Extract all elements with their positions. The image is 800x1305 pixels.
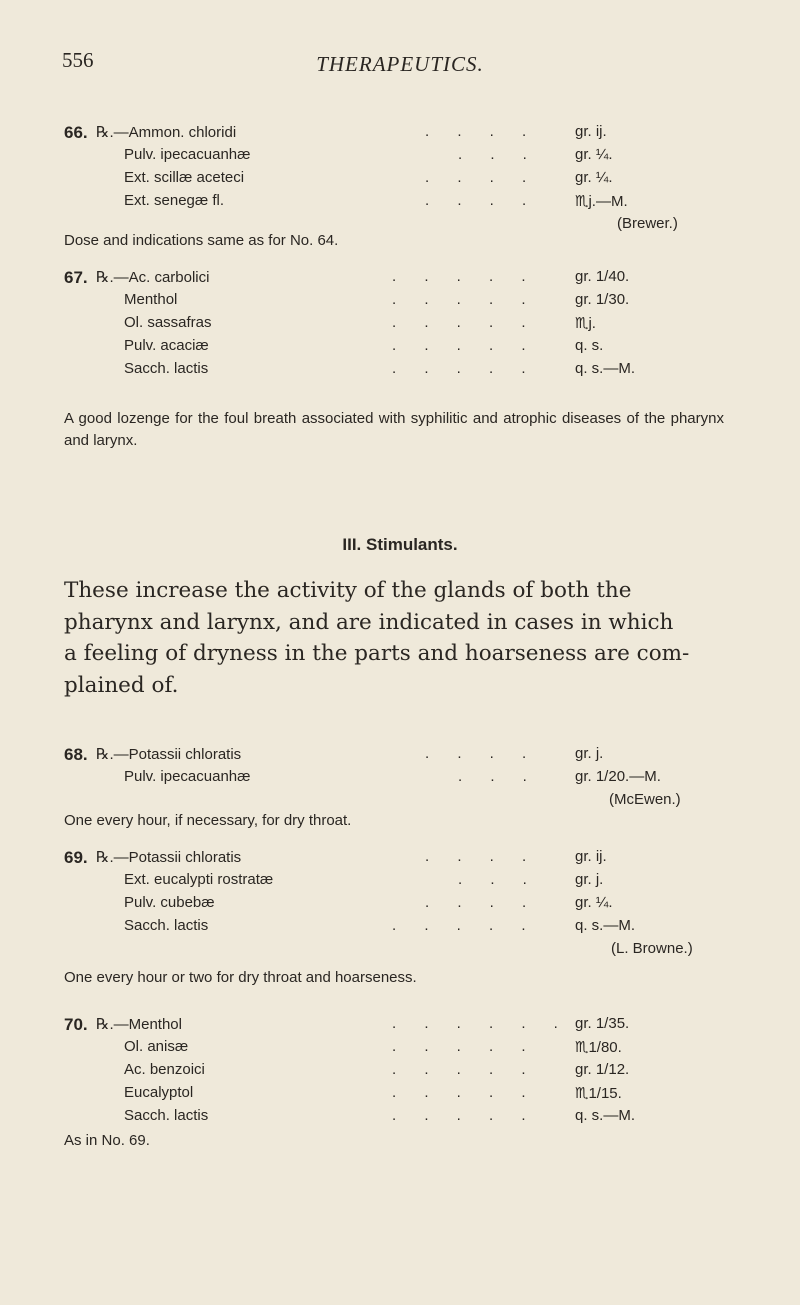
ingredient: Ext. senegæ fl. xyxy=(124,192,225,209)
recipe-69: 69. ℞.—Potassii chloratis . . . . gr. ij. Ext. eucalypti rostratæ . . . gr. j. Pulv. cubebæ . . . . gr. ¼. Sacch. lactis . . . . . q. s.—M. (L. Browne.) One every hour or two for dry throat and hoarseness. xyxy=(64,848,693,986)
lozenge-note: A good lozenge for the foul breath associated with syphilitic and atrophic diseases of the pharynx and larynx. xyxy=(64,410,724,449)
ingredient: Ol. sassafras xyxy=(124,314,212,331)
recipe-source: (L. Browne.) xyxy=(611,940,693,957)
ingredient: Ext. scillæ aceteci xyxy=(124,169,245,186)
quantity: gr. j. xyxy=(575,871,604,888)
quantity: ♏j.—M. xyxy=(575,193,628,210)
ingredient: Pulv. acaciæ xyxy=(124,337,209,354)
quantity: gr. ij. xyxy=(575,848,607,865)
quantity: gr. 1/35. xyxy=(575,1015,630,1032)
ingredient: Sacch. lactis xyxy=(124,1107,209,1124)
recipe-number: 68. xyxy=(64,745,88,764)
quantity: gr. 1/40. xyxy=(575,268,630,285)
quantity: ♏1/15. xyxy=(575,1085,622,1102)
recipe-67: 67. ℞.—Ac. carbolici . . . . . gr. 1/40. Menthol . . . . . gr. 1/30. Ol. sassafras . . . . . ♏j. Pulv. acaciæ . . . . . q. s. Sacch. lactis . . . . . q. s.—M. xyxy=(64,268,636,377)
recipe-note: One every hour, if necessary, for dry throat. xyxy=(64,812,352,829)
ingredient: ℞.—Potassii chloratis xyxy=(96,849,242,866)
quantity: gr. ij. xyxy=(575,123,607,140)
ingredient: ℞.—Menthol xyxy=(96,1016,182,1033)
text-line: a feeling of dryness in the parts and hoarseness are com- xyxy=(64,641,690,666)
ingredient: Ac. benzoici xyxy=(124,1061,205,1078)
quantity: gr. ¼. xyxy=(575,169,613,186)
quantity: q. s.—M. xyxy=(575,1107,636,1124)
quantity: gr. ¼. xyxy=(575,894,613,911)
recipe-source: (McEwen.) xyxy=(609,791,681,808)
recipe-source: (Brewer.) xyxy=(617,215,678,232)
quantity: gr. 1/12. xyxy=(575,1061,630,1078)
recipe-note: As in No. 69. xyxy=(64,1132,150,1149)
recipe-number: 69. xyxy=(64,848,88,867)
ingredient: Sacch. lactis xyxy=(124,360,209,377)
recipe-number: 70. xyxy=(64,1015,88,1034)
quantity: gr. 1/20.—M. xyxy=(575,768,661,785)
ingredient: Ext. eucalypti rostratæ xyxy=(124,871,274,888)
text-line: plained of. xyxy=(64,672,179,698)
ingredient: Sacch. lactis xyxy=(124,917,209,934)
quantity: gr. ¼. xyxy=(575,146,613,163)
quantity: q. s.—M. xyxy=(575,360,636,377)
ingredient: ℞.—Ac. carbolici xyxy=(96,269,210,286)
quantity: q. s. xyxy=(575,337,604,354)
page-number: 556 xyxy=(62,48,94,72)
section-heading: III. Stimulants. xyxy=(342,535,458,554)
recipe-note: One every hour or two for dry throat and hoarseness. xyxy=(64,969,417,986)
ingredient: Pulv. ipecacuanhæ xyxy=(124,768,251,785)
ingredient: Ol. anisæ xyxy=(124,1038,189,1055)
recipe-note: Dose and indications same as for No. 64. xyxy=(64,232,339,249)
text-line: pharynx and larynx, and are indicated in cases in which xyxy=(64,609,674,635)
recipe-66: 66. ℞.—Ammon. chloridi . . . . gr. ij. Pulv. ipecacuanhæ . . . gr. ¼. Ext. scillæ aceteci . . . . gr. ¼. Ext. senegæ fl. . . . . ♏j.—M. (Brewer.) Dose and indications same as for No. 64. xyxy=(64,123,678,249)
recipe-68: 68. ℞.—Potassii chloratis . . . . gr. j. Pulv. ipecacuanhæ . . . gr. 1/20.—M. (McEwen.) One every hour, if necessary, for dry throat. xyxy=(64,745,681,829)
recipe-number: 66. xyxy=(64,123,88,142)
ingredient: ℞.—Ammon. chloridi xyxy=(96,124,237,141)
quantity: q. s.—M. xyxy=(575,917,636,934)
quantity: gr. 1/30. xyxy=(575,291,630,308)
ingredient: ℞.—Potassii chloratis xyxy=(96,746,242,763)
quantity: ♏j. xyxy=(575,315,596,332)
ingredient: Pulv. ipecacuanhæ xyxy=(124,146,251,163)
quantity: ♏1/80. xyxy=(575,1039,622,1056)
ingredient: Menthol xyxy=(124,291,178,308)
running-title: THERAPEUTICS. xyxy=(316,52,484,76)
section-intro xyxy=(64,575,727,701)
text-line: These increase the activity of the glands of both the xyxy=(64,578,632,603)
recipe-70: 70. ℞.—Menthol . . . . . . gr. 1/35. Ol. anisæ . . . . . ♏1/80. Ac. benzoici . . . . . gr. 1/12. Eucalyptol . . . . . ♏1/15. Sacch. lactis . . . . . q. s.—M. As in No. 69. xyxy=(64,1015,636,1149)
quantity: gr. j. xyxy=(575,745,604,762)
ingredient: Pulv. cubebæ xyxy=(124,894,215,911)
recipe-number: 67. xyxy=(64,268,88,287)
ingredient: Eucalyptol xyxy=(124,1084,194,1101)
